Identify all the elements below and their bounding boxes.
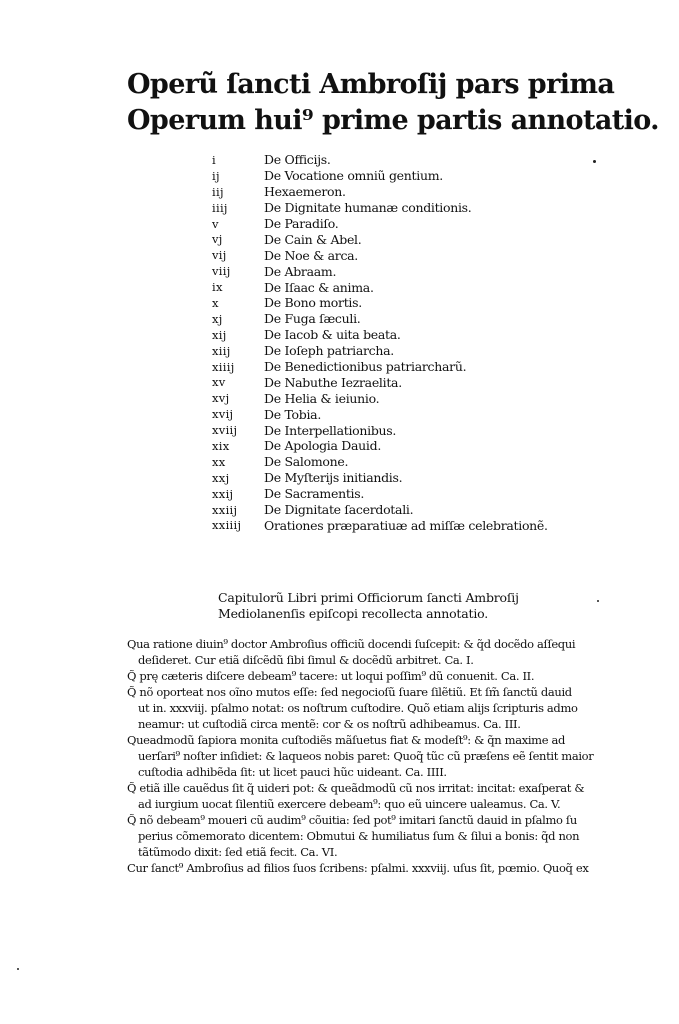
contents-entry <box>212 343 612 359</box>
chapter-summaries <box>127 636 647 876</box>
entry-title: De Apologia Dauid. <box>264 438 381 454</box>
entry-numeral: xxij <box>212 486 234 501</box>
chapter-line: perius cõmemorato dicentem: Obmutui & humiliatus ſum & ſilui a bonis: q̃d non <box>138 829 580 843</box>
entry-numeral: iij <box>212 184 224 199</box>
contents-entry <box>212 454 612 470</box>
entry-numeral: xx <box>212 454 226 469</box>
entry-title: De Myſterijs initiandis. <box>264 470 403 486</box>
contents-entry <box>212 200 612 216</box>
chapter-line: neamur: ut cuſtodiã circa mentẽ: cor & os noſtrũ adhibeamus. Ca. III. <box>138 717 521 731</box>
chapters-heading-line: Mediolanenſis epiſcopi recollecta annotatio. <box>218 606 489 621</box>
entry-title: De Benedictionibus patriarcharũ. <box>264 359 467 375</box>
entry-numeral: xiiij <box>212 359 235 374</box>
entry-numeral: vj <box>212 232 223 247</box>
entry-numeral: x <box>212 295 219 310</box>
chapter-line: tãtũmodo dixit: ſed etiã fecit. Ca. VI. <box>138 845 338 859</box>
entry-numeral: xxj <box>212 470 230 485</box>
entry-title: De Officijs. <box>264 152 331 168</box>
chapter-entry <box>127 860 647 876</box>
chapter-line: deſideret. Cur etiã diſcẽdũ ſibi ſimul & docẽdũ arbitret. Ca. I. <box>138 653 474 667</box>
entry-numeral: xviij <box>212 423 238 438</box>
chapter-line: Q̃ nõ debeam⁹ moueri cũ audim⁹ cõuitia: ſed pot⁹ imitari ſanctũ dauid in pſalmo ſu <box>127 813 577 827</box>
contents-entry <box>212 231 612 247</box>
chapter-line: uerſari⁹ noſter inſidiet: & laqueos nobis paret: Quoq̃ tũc cũ præſens eẽ ſentit maior <box>138 749 594 763</box>
entry-numeral: xiij <box>212 343 231 358</box>
contents-entry <box>212 517 612 533</box>
contents-entry <box>212 216 612 232</box>
entry-title: De Dignitate humanæ conditionis. <box>264 200 472 216</box>
entry-numeral: i <box>212 152 216 167</box>
chapter-line: Qua ratione diuin⁹ doctor Ambroſius officiũ docendi ſuſcepit: & q̃d docẽdo aſſequi <box>127 637 576 651</box>
chapter-line: ut in. xxxviij. pſalmo notat: os noſtrum cuſtodire. Quõ etiam alijs ſcripturis admo <box>138 701 578 715</box>
entry-numeral: xij <box>212 327 227 342</box>
ink-speck <box>597 600 599 602</box>
entry-numeral: xvij <box>212 407 234 422</box>
entry-title: De Vocatione omniũ gentium. <box>264 168 443 184</box>
entry-title: Orationes præparatiuæ ad miſſæ celebrationẽ. <box>264 517 548 533</box>
entry-title: De Paradiſo. <box>264 216 339 231</box>
entry-numeral: xxiij <box>212 502 238 517</box>
entry-title: De Ioſeph patriarcha. <box>264 343 394 359</box>
entry-numeral: xxiiij <box>212 518 242 533</box>
chapter-line: Q̃ prę cæteris diſcere debeam⁹ tacere: ut loqui poſſim⁹ dũ conuenit. Ca. II. <box>127 669 535 683</box>
table-of-contents <box>212 152 612 533</box>
entry-numeral: viij <box>212 264 231 279</box>
entry-title: De Helia & ieiunio. <box>264 390 380 406</box>
contents-entry <box>212 502 612 518</box>
entry-title: De Cain & Abel. <box>264 231 362 247</box>
entry-title: De Dignitate ſacerdotali. <box>264 502 414 518</box>
contents-entry <box>212 374 612 390</box>
chapter-entry <box>127 780 647 812</box>
entry-numeral: v <box>212 216 219 231</box>
chapter-entry <box>127 636 647 668</box>
entry-numeral: vij <box>212 248 227 263</box>
chapter-line: cuſtodia adhibẽda ſit: ut licet pauci hũc uideant. Ca. IIII. <box>138 765 447 779</box>
chapter-entry <box>127 668 647 684</box>
contents-entry <box>212 279 612 295</box>
chapter-entry <box>127 732 647 780</box>
contents-entry <box>212 327 612 343</box>
entry-title: De Bono mortis. <box>264 295 362 311</box>
contents-entry <box>212 359 612 375</box>
entry-numeral: xix <box>212 438 230 453</box>
entry-numeral: iiij <box>212 200 228 215</box>
entry-title: De Iacob & uita beata. <box>264 327 401 343</box>
contents-entry <box>212 311 612 327</box>
contents-entry <box>212 184 612 200</box>
entry-title: De Interpellationibus. <box>264 422 397 438</box>
contents-entry <box>212 152 612 168</box>
chapter-entry <box>127 812 647 860</box>
chapter-line: Q̃ nõ oporteat nos oĩno mutos eſſe: ſed negocioſũ ſuare ſilẽtiũ. Et ſm̃ ſanctũ dauid <box>127 685 572 699</box>
entry-title: De Noe & arca. <box>264 247 358 263</box>
chapter-entry <box>127 684 647 732</box>
page-subtitle: Operum hui⁹ prime partis annotatio. <box>127 105 659 136</box>
contents-entry <box>212 470 612 486</box>
chapter-line: Queadmodũ ſapiora monita cuſtodiẽs mãſuetus fiat & modeſt⁹: & q̃n maxime ad <box>127 733 566 747</box>
chapter-line: ad iurgium uocat ſilentiũ exercere debeam⁹: quo eũ uincere ualeamus. Ca. V. <box>138 797 561 811</box>
ink-speck <box>593 160 596 163</box>
entry-numeral: xv <box>212 375 226 390</box>
contents-entry <box>212 422 612 438</box>
entry-title: De Salomone. <box>264 454 349 470</box>
contents-entry <box>212 263 612 279</box>
page-title: Operũ ſancti Ambroſij pars prima <box>127 69 615 100</box>
entry-title: De Tobia. <box>264 406 322 422</box>
contents-entry <box>212 486 612 502</box>
contents-entry <box>212 168 612 184</box>
entry-numeral: xj <box>212 311 223 326</box>
entry-numeral: xvj <box>212 391 230 406</box>
contents-entry <box>212 390 612 406</box>
entry-title: De Fuga ſæculi. <box>264 311 361 327</box>
entry-title: Hexaemeron. <box>264 184 346 200</box>
chapter-line: Q̃ etiã ille cauẽdus ſit q̃ uideri pot: & queãdmodũ cũ nos irritat: incitat: exaſperat & <box>127 781 585 795</box>
ink-speck <box>17 968 19 970</box>
entry-numeral: ix <box>212 280 223 295</box>
chapters-heading <box>218 590 519 622</box>
contents-entry <box>212 438 612 454</box>
chapter-line: Cur ſanct⁹ Ambroſius ad filios ſuos ſcribens: pſalmi. xxxviij. uſus ſit, pœmio. Quoq̃ ex <box>127 861 589 875</box>
contents-entry <box>212 406 612 422</box>
entry-title: De Abraam. <box>264 263 337 279</box>
contents-entry <box>212 295 612 311</box>
entry-title: De Iſaac & anima. <box>264 279 374 295</box>
entry-numeral: ij <box>212 168 220 183</box>
chapters-heading-line: Capitulorũ Libri primi Officiorum ſancti Ambroſij <box>218 590 519 605</box>
contents-entry <box>212 247 612 263</box>
entry-title: De Sacramentis. <box>264 486 365 502</box>
entry-title: De Nabuthe Iezraelita. <box>264 374 402 390</box>
